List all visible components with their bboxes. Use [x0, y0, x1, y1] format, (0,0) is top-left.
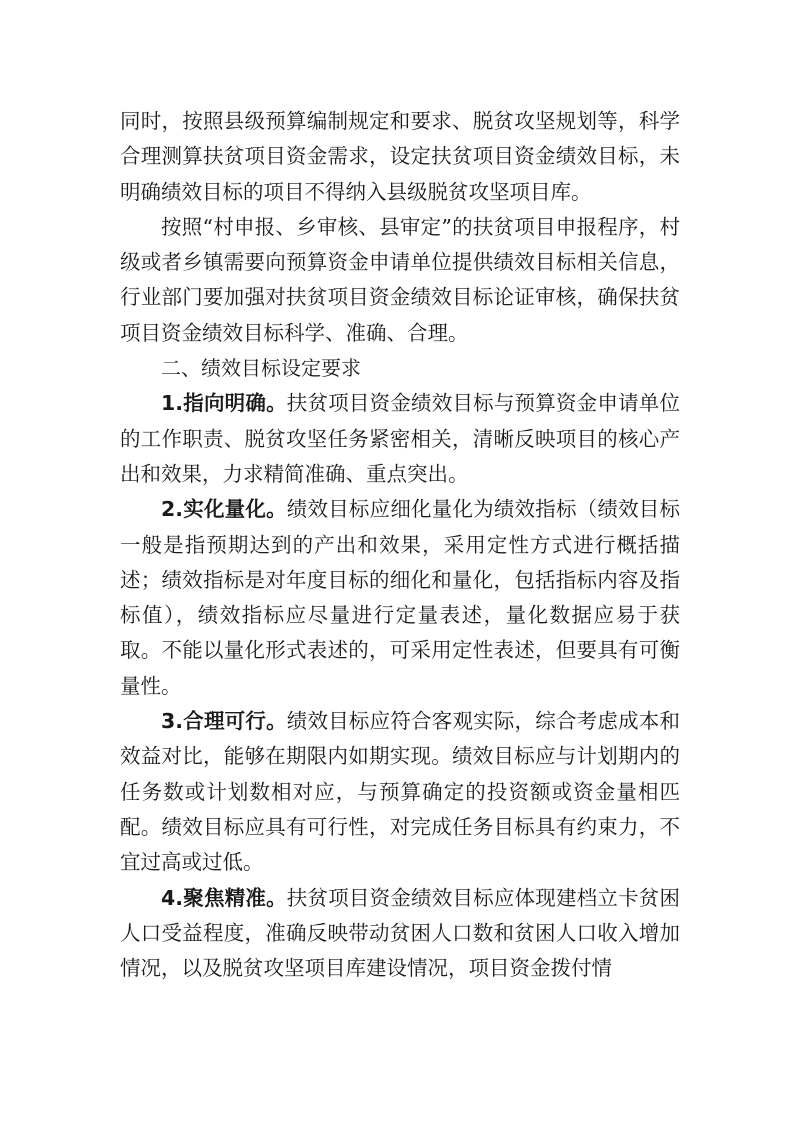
list-item-2-lead: 2.实化量化。 — [161, 497, 287, 522]
list-item-3 — [120, 704, 680, 880]
list-item-4-text: 扶贫项目资金绩效目标应体现建档立卡贫困人口受益程度，准确反映带动贫困人口数和贫困人口收入增加情况，以及脱贫攻坚项目库建设情况，项目资金拨付情 — [120, 885, 680, 981]
section-heading: 二、绩效目标设定要求 — [161, 356, 361, 381]
list-item-1-text: 扶贫项目资金绩效目标与预算资金申请单位的工作职责、脱贫攻坚任务紧密相关，清晰反映项目的核心产出和效果，力求精简准确、重点突出。 — [120, 391, 680, 486]
paragraph-continued: 同时，按照县级预算编制规定和要求、脱贫攻坚规划等，科学合理测算扶贫项目资金需求，设定扶贫项目资金绩效目标，未明确绩效目标的项目不得纳入县级脱贫攻坚项目库。 — [120, 109, 680, 204]
list-item-1 — [120, 386, 680, 492]
document-body — [120, 104, 680, 986]
list-item-2 — [120, 492, 680, 704]
paragraph-application-procedure: 按照“村申报、乡审核、县审定”的扶贫项目申报程序，村级或者乡镇需要向预算资金申请单位提供绩效目标相关信息，行业部门要加强对扶贫项目资金绩效目标论证审核，确保扶贫项目资金绩效目标科学、准确、合理。 — [120, 214, 680, 345]
list-item-2-text: 绩效目标应细化量化为绩效指标（绩效目标一般是指预期达到的产出和效果，采用定性方式进行概括描述；绩效指标是对年度目标的细化和量化，包括指标内容及指标值），绩效指标应尽量进行定量表述，量化数据应易于获取。不能以量化形式表述的，可采用定性表述，但要具有可衡量性。 — [120, 497, 680, 698]
list-item-4-lead: 4.聚焦精准。 — [161, 885, 287, 910]
list-item-1-lead: 1.指向明确。 — [161, 391, 287, 416]
list-item-3-lead: 3.合理可行。 — [161, 709, 287, 734]
list-item-3-text: 绩效目标应符合客观实际，综合考虑成本和效益对比，能够在期限内如期实现。绩效目标应与计划期内的任务数或计划数相对应，与预算确定的投资额或资金量相匹配。绩效目标应具有可行性，对完成任务目标具有约束力，不宜过高或过低。 — [120, 709, 680, 875]
list-item-4 — [120, 881, 680, 987]
